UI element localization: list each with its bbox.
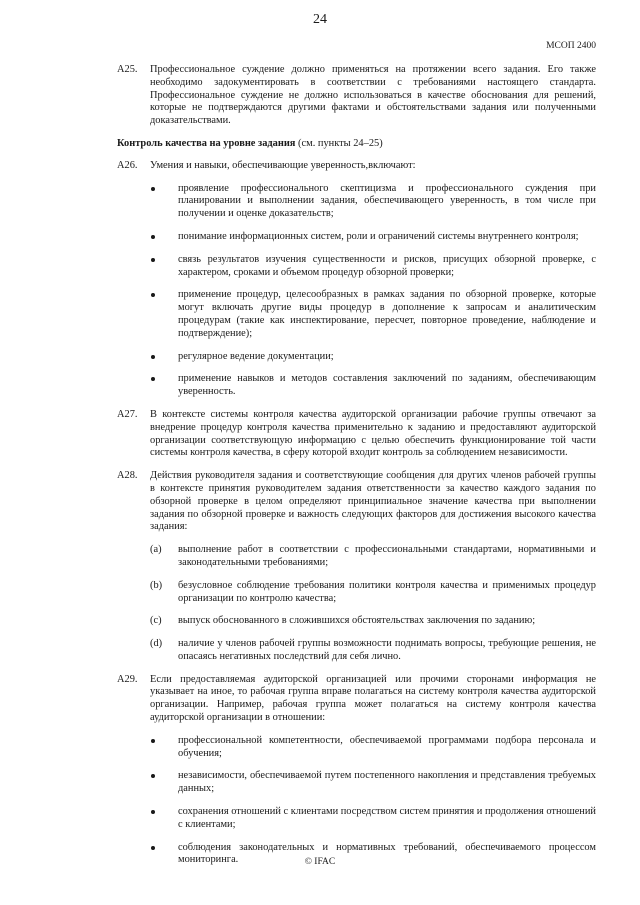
bullet-list-a29: [0, 735, 640, 867]
list-item: [0, 183, 640, 221]
bullet-icon: [151, 187, 155, 191]
paragraph-a27: [0, 409, 640, 460]
section-heading: [117, 138, 640, 151]
bullet-icon: [151, 774, 155, 778]
paragraph-number: A29.: [117, 673, 138, 685]
list-item-label: (b): [150, 579, 163, 591]
list-item-text: выпуск обоснованного в сложившихся обстоятельствах заключения по заданию;: [178, 615, 536, 627]
paragraph-text: Действия руководителя задания и соответствующие сообщения для других членов рабочей группы в контексте принятия руководителем задания ответственности за качество каждого задания по обзорной проверке в целом определяют принципиальное значение качества при выполнении задания по обзорной проверке и важность следующих факторов для достижения высокого качества задания:: [150, 470, 596, 533]
list-item-text: профессиональной компетентности, обеспечиваемой программами подбора персонала и обучения;: [178, 734, 596, 759]
paragraph-number: A27.: [117, 408, 138, 420]
list-item: [0, 770, 640, 796]
paragraph-number: A26.: [117, 159, 138, 171]
bullet-icon: [151, 377, 155, 381]
page-number: 24: [313, 12, 327, 27]
paragraph-a28: [0, 470, 640, 534]
list-item-text: выполнение работ в соответствии с профессиональными стандартами, нормативными и законодательными требованиями;: [178, 544, 596, 568]
list-item-label: (c): [150, 615, 162, 627]
list-item-text: регулярное ведение документации;: [178, 350, 334, 362]
list-item: [0, 254, 640, 280]
list-item: [0, 615, 640, 628]
bullet-icon: [151, 355, 155, 359]
list-item: [0, 373, 640, 399]
paragraph-a25: [0, 64, 640, 128]
list-item-text: наличие у членов рабочей группы возможности поднимать вопросы, требующие решения, не опасаясь негативных последствий для себя лично.: [178, 638, 596, 662]
page-content: [0, 64, 640, 877]
list-item: [0, 806, 640, 832]
list-item-text: проявление профессионального скептицизма и профессионального суждения при планировании и выполнении задания, обеспечивающего уверенность, в том числе при получении и оценке доказательств;: [178, 182, 596, 220]
paragraph-number: A28.: [117, 470, 138, 482]
list-item-text: понимание информационных систем, роли и ограничений системы внутреннего контроля;: [178, 230, 579, 242]
list-item-text: связь результатов изучения существенности и рисков, присущих обзорной проверке, с характером, сроками и объемом процедур обзорной проверки;: [178, 253, 596, 278]
list-item: [0, 351, 640, 364]
list-item: [0, 231, 640, 244]
paragraph-a29: [0, 674, 640, 725]
list-item-text: соблюдения законодательных и нормативных требований, обеспечиваемого процессом мониторинга.: [178, 841, 596, 866]
list-item-text: применение навыков и методов составления заключений по заданиям, обеспечивающим уверенность.: [178, 373, 596, 398]
paragraph-number: A25.: [117, 64, 138, 75]
bullet-icon: [151, 258, 155, 262]
list-item: [0, 638, 640, 664]
list-item-text: сохранения отношений с клиентами посредством систем принятия и продолжения отношений с клиентами;: [178, 806, 596, 830]
list-item-text: безусловное соблюдение требования политики контроля качества и применимых процедур организации по контролю качества;: [178, 579, 596, 604]
paragraph-text: Профессиональное суждение должно применяться на протяжении всего задания. Его также необходимо задокументировать в соответствии с требованиями настоящего стандарта. Профессиональное суждение не должно использоваться в качестве обоснования для решений, которые не подтверждаются другими фактами и обстоятельствами задания или полученными доказательствами.: [150, 64, 596, 127]
list-item: [0, 735, 640, 761]
section-reference: (см. пункты 24–25): [298, 137, 383, 149]
footer-copyright: © IFAC: [304, 857, 336, 867]
paragraph-text: Умения и навыки, обеспечивающие уверенность,включают:: [150, 159, 416, 171]
list-item-label: (d): [150, 638, 163, 650]
document-code: МСОП 2400: [546, 41, 596, 51]
paragraph-text: Если предоставляемая аудиторской организацией или прочими сторонами информация не указывает на иное, то рабочая группа вправе полагаться на систему контроля качества аудиторской организации. Например, рабочая группа может полагаться на систему контроля качества аудиторской организации в отношении:: [150, 673, 596, 724]
bullet-icon: [151, 293, 155, 297]
list-item: [0, 580, 640, 606]
bullet-list-a26: [0, 183, 640, 399]
bullet-icon: [151, 810, 155, 814]
lettered-list-a28: [0, 544, 640, 664]
list-item: [0, 544, 640, 570]
paragraph-a26: [0, 160, 640, 173]
list-item-label: (a): [150, 544, 162, 556]
bullet-icon: [151, 846, 155, 850]
list-item-text: применение процедур, целесообразных в рамках задания по обзорной проверке, которые могут включать другие виды процедур в дополнение к запросам и аналитическим процедурам (такие как инспектирование, пересчет, повторное проведение, наблюдение и подтверждение);: [178, 289, 596, 339]
bullet-icon: [151, 235, 155, 239]
section-title: Контроль качества на уровне задания: [117, 137, 296, 149]
bullet-icon: [151, 739, 155, 743]
list-item: [0, 289, 640, 340]
list-item-text: независимости, обеспечиваемой путем постепенного накопления и представления требуемых данных;: [178, 770, 596, 795]
paragraph-text: В контексте системы контроля качества аудиторской организации рабочие группы отвечают за внедрение процедур контроля качества применительно к заданию и предоставляют аудиторской организации соответствующую информацию с целью обеспечить функционирование той части системы контроля качества, в сферу которой входит контроль за соблюдением независимости.: [150, 408, 596, 459]
